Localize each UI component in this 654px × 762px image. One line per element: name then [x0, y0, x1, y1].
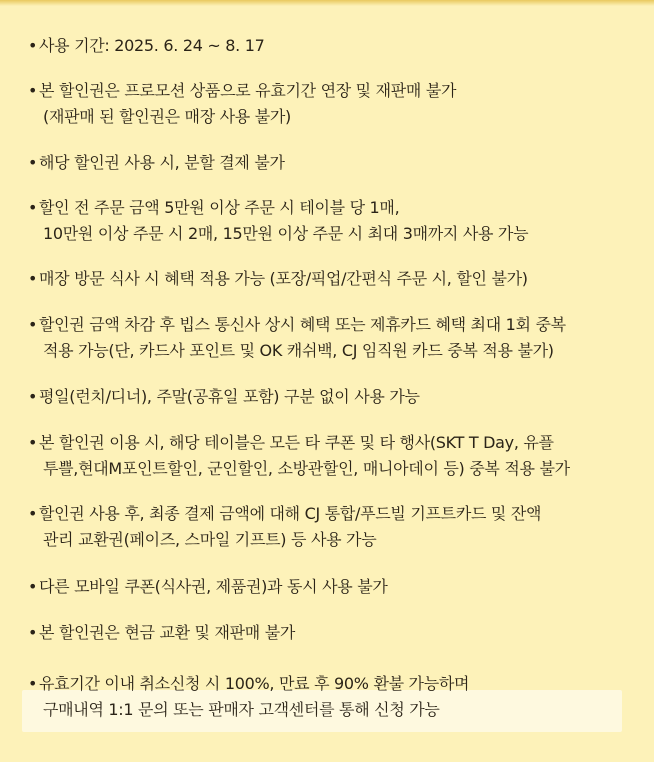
notice-line: 본 할인권 이용 시, 해당 테이블은 모든 타 쿠폰 및 타 행사(SKT T Day, 유플 — [39, 433, 554, 452]
notice-line: (재판매 된 할인권은 매장 사용 불가) — [43, 107, 291, 126]
notice-line: 본 할인권은 프로모션 상품으로 유효기간 연장 및 재판매 불가 — [39, 81, 457, 100]
notice-item — [28, 78, 643, 130]
bullet: • — [28, 387, 38, 406]
bullet: • — [28, 36, 38, 55]
notice-line: 할인권 사용 후, 최종 결제 금액에 대해 CJ 통합/푸드빌 기프트카드 및 잔액 — [39, 504, 542, 523]
notice-item — [28, 150, 643, 176]
bullet: • — [28, 315, 38, 334]
notice-line: 다른 모바일 쿠폰(식사권, 제품권)과 동시 사용 불가 — [39, 577, 388, 596]
top-edge-decoration — [0, 0, 654, 6]
notice-line: 유효기간 이내 취소신청 시 100%, 만료 후 90% 환불 가능하며 — [39, 674, 470, 693]
notice-item — [28, 195, 643, 247]
bullet: • — [28, 153, 38, 172]
notice-line: 관리 교환권(페이즈, 스마일 기프트) 등 사용 가능 — [43, 530, 377, 549]
notice-line: 적용 가능(단, 카드사 포인트 및 OK 캐쉬백, CJ 임직원 카드 중복 적용 불가) — [43, 341, 554, 360]
notice-item — [28, 671, 643, 723]
notice-line: 사용 기간: 2025. 6. 24 ~ 8. 17 — [39, 36, 265, 55]
notice-line: 본 할인권은 현금 교환 및 재판매 불가 — [39, 623, 296, 642]
bullet: • — [28, 433, 38, 452]
notice-item — [28, 574, 643, 600]
bullet: • — [28, 504, 38, 523]
notice-line: 할인 전 주문 금액 5만원 이상 주문 시 테이블 당 1매, — [39, 198, 400, 217]
bullet: • — [28, 577, 38, 596]
notice-line: 투쁠,현대M포인트할인, 군인할인, 소방관할인, 매니아데이 등) 중복 적용 불가 — [43, 459, 570, 478]
notice-item — [28, 312, 643, 364]
notice-item — [28, 501, 643, 553]
notice-line: 평일(런치/디너), 주말(공휴일 포함) 구분 없이 사용 가능 — [39, 387, 420, 406]
bullet: • — [28, 623, 38, 642]
bullet: • — [28, 674, 38, 693]
notice-item — [28, 384, 643, 410]
notice-item — [28, 266, 643, 292]
notice-line: 구매내역 1:1 문의 또는 판매자 고객센터를 통해 신청 가능 — [43, 700, 440, 719]
notice-line: 매장 방문 식사 시 혜택 적용 가능 (포장/픽업/간편식 주문 시, 할인 불가) — [39, 269, 528, 288]
notice-item — [28, 430, 643, 482]
notice-item — [28, 33, 643, 59]
notice-line: 10만원 이상 주문 시 2매, 15만원 이상 주문 시 최대 3매까지 사용 가능 — [43, 224, 529, 243]
bullet: • — [28, 81, 38, 100]
bullet: • — [28, 269, 38, 288]
notice-line: 할인권 금액 차감 후 빕스 통신사 상시 혜택 또는 제휴카드 혜택 최대 1회 중복 — [39, 315, 566, 334]
bullet: • — [28, 198, 38, 217]
notice-line: 해당 할인권 사용 시, 분할 결제 불가 — [39, 153, 285, 172]
notice-item — [28, 620, 643, 646]
